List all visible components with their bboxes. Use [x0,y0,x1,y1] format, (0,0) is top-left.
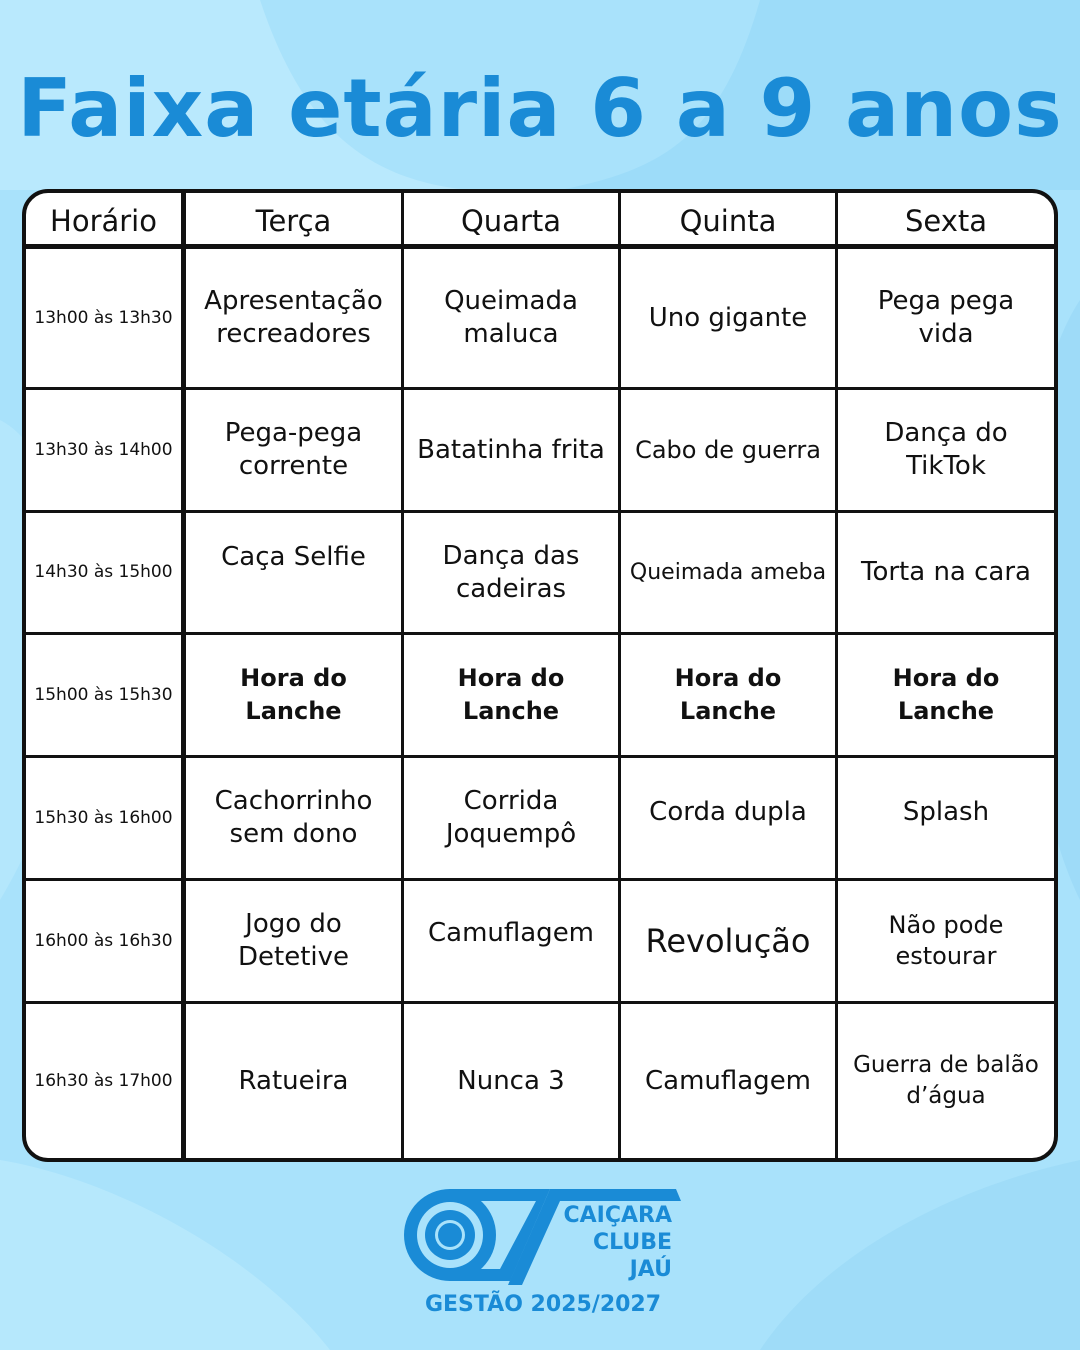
activity-cell: Queimada maluca [404,249,621,390]
header-terca: Terça [186,193,404,249]
time-slot: 15h30 às 16h00 [26,758,186,881]
time-slot: 13h30 às 14h00 [26,390,186,513]
time-slot: 16h30 às 17h00 [26,1004,186,1158]
activity-cell: Apresentação recreadores [186,249,404,390]
snack-time-cell: Hora do Lanche [186,635,404,758]
management-term: GESTÃO 2025/2027 [424,1292,662,1317]
header-sexta: Sexta [838,193,1054,249]
activity-cell: Não pode estourar [838,881,1054,1004]
activity-cell: Guerra de balão d’água [853,1052,1039,1109]
activity-cell: Revolução [621,881,838,1004]
activity-cell: Caça Selfie [186,513,404,635]
activity-cell: Dança do TikTok [838,390,1054,513]
time-slot: 14h30 às 15h00 [26,513,186,635]
header-quarta: Quarta [404,193,621,249]
snack-time-cell: Hora do Lanche [621,635,838,758]
activity-cell: Ratueira [186,1004,404,1158]
snack-time-cell: Hora do Lanche [404,635,621,758]
club-name [540,1202,672,1283]
activity-cell: Pega-pega corrente [186,390,404,513]
activity-cell: Corrida Joquempô [404,758,621,881]
activity-cell: Camuflagem [621,1004,838,1158]
activity-cell: Splash [838,758,1054,881]
activity-cell: Nunca 3 [404,1004,621,1158]
activity-cell: Camuflagem [404,881,621,1004]
time-slot: 13h00 às 13h30 [26,249,186,390]
snack-time-cell: Hora do Lanche [838,635,1054,758]
activity-cell: Queimada ameba [621,513,838,635]
club-name-line-3: JAÚ [629,1257,672,1282]
schedule-table [22,189,1058,1162]
activity-cell: Uno gigante [621,249,838,390]
schedule-grid [26,193,1054,1158]
club-name-line-1: CAIÇARA [563,1203,672,1228]
page-title: Faixa etária 6 a 9 anos [17,62,1063,155]
time-slot: 15h00 às 15h30 [26,635,186,758]
activity-cell: Jogo do Detetive [186,881,404,1004]
activity-cell: Batatinha frita [404,390,621,513]
header-quinta: Quinta [621,193,838,249]
activity-cell: Pega pega vida [838,249,1054,390]
activity-cell: Cabo de guerra [621,390,838,513]
header-horario: Horário [26,193,186,249]
time-slot: 16h00 às 16h30 [26,881,186,1004]
activity-cell: Dança das cadeiras [404,513,621,635]
club-name-line-2: CLUBE [592,1230,672,1255]
activity-cell: Cachorrinho sem dono [186,758,404,881]
activity-cell: Torta na cara [838,513,1054,635]
activity-cell: Corda dupla [621,758,838,881]
